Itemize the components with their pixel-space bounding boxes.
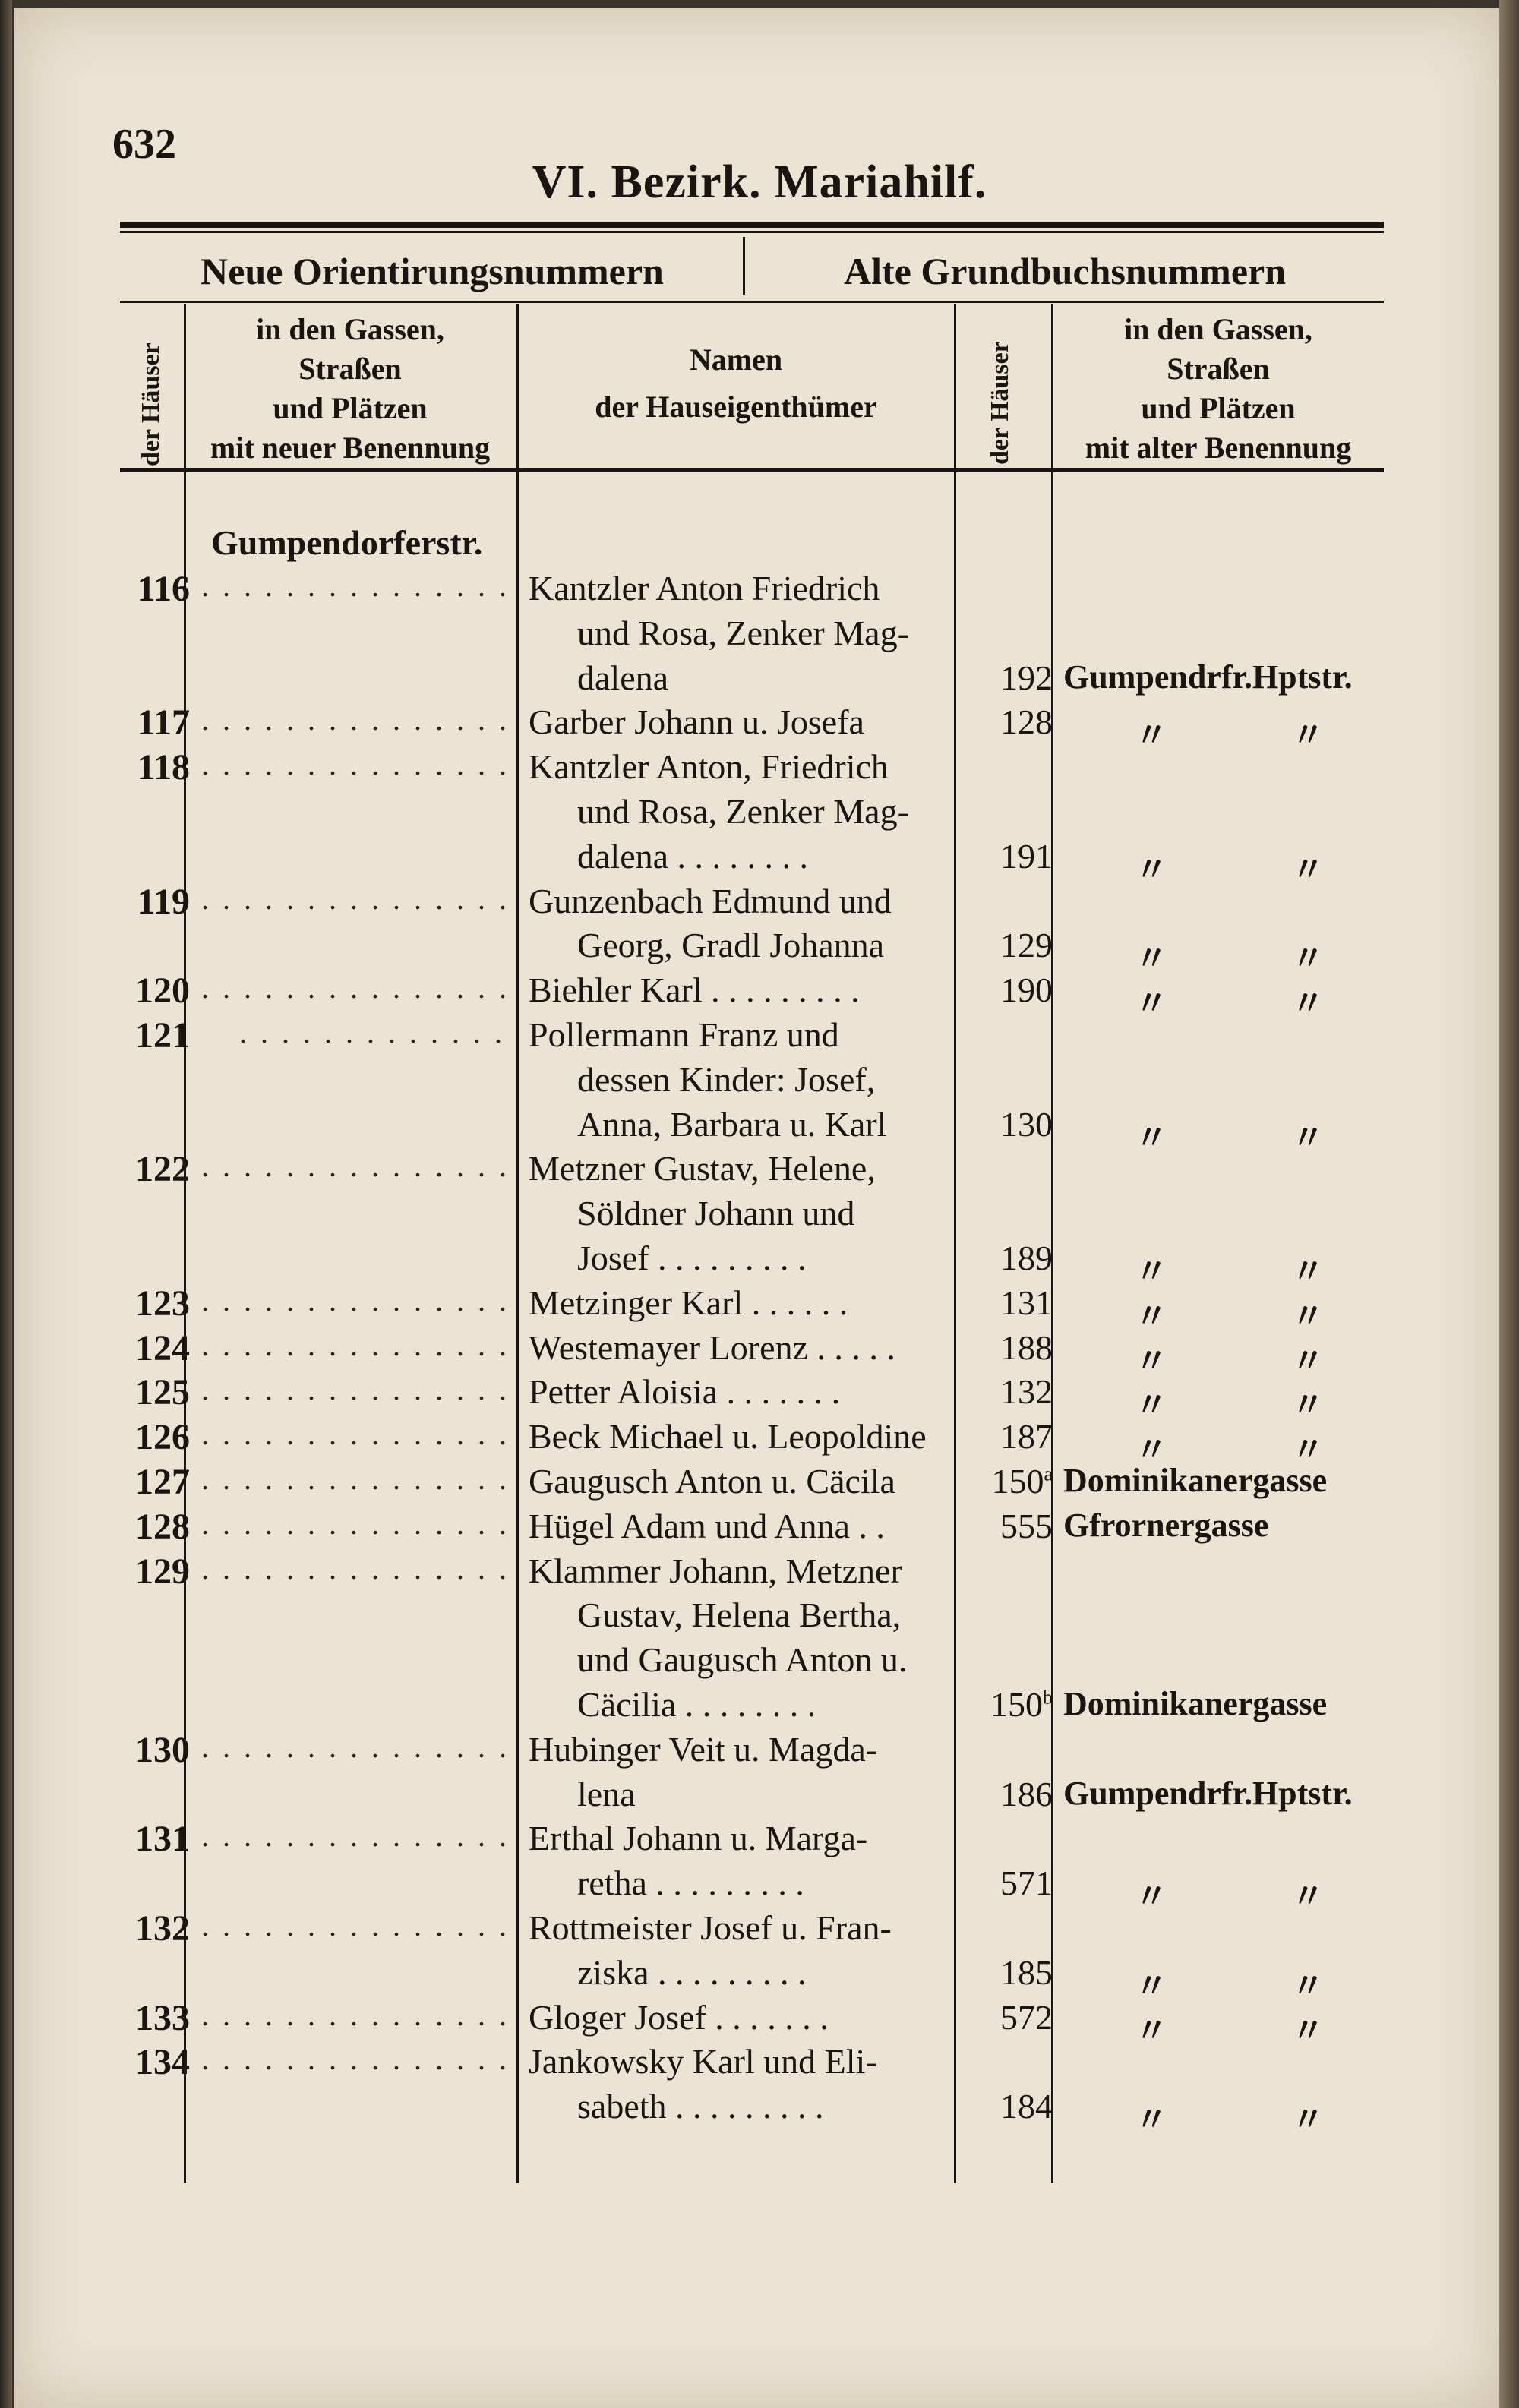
house-number-new: 121 [135,1015,190,1056]
house-number-old: 190 [1000,970,1053,1010]
owner-name-line: dalena [577,658,669,697]
ditto-mark: 〃 [1135,1119,1168,1157]
house-number-new: 131 [135,1819,190,1860]
book-spine-shadow [0,0,12,2408]
table-top-rule-thin [120,231,1384,233]
ditto-mark: 〃 [1291,1253,1325,1290]
owner-name-line: Gustav, Helena Bertha, [577,1595,902,1635]
owner-name-line: retha . . . . . . . . . [577,1864,804,1903]
old-street-name: Gfrornergasse [1063,1506,1269,1544]
owner-name-line: Cäcilia . . . . . . . . [577,1685,816,1724]
ditto-mark: 〃 [1135,1342,1168,1380]
owner-name-line: Beck Michael u. Leopoldine [529,1417,927,1456]
leader-dots: . . . . . . . . . . . . . . . [201,1462,510,1496]
leader-dots: . . . . . . . . . . . . . . . [201,1283,510,1318]
ditto-mark: 〃 [1291,1342,1325,1380]
leader-dots: . . . . . . . . . . . . . . . [201,881,510,916]
owner-name-line: und Gaugusch Anton u. [577,1640,908,1680]
old-street-name: Dominikanergasse [1063,1462,1328,1499]
owner-name-line: Metzinger Karl . . . . . . [529,1283,848,1322]
ditto-mark: 〃 [1135,717,1168,755]
leader-dots: . . . . . . . . . . . . . . . [201,1551,510,1586]
owner-name-line: dessen Kinder: Josef, [577,1059,876,1099]
ditto-mark: 〃 [1291,2012,1325,2050]
owner-name-line: Biehler Karl . . . . . . . . . [529,970,860,1010]
ditto-mark: 〃 [1135,851,1168,888]
col-header-old-house-nr: der Häuser [986,341,1014,465]
owner-name-line: Westemayer Lorenz . . . . . [529,1327,895,1367]
leader-dots: . . . . . . . . . . . . . [239,1015,505,1049]
header-mid-rule [120,301,1384,303]
owner-name-line: Pollermann Franz und [529,1015,839,1054]
house-number-new: 120 [135,970,190,1011]
ditto-mark: 〃 [1291,1387,1325,1425]
page-number: 632 [112,121,176,168]
owner-name-line: Garber Johann u. Josefa [529,702,864,742]
house-number-old: 185 [1000,1952,1053,1992]
owner-name-line: Josef . . . . . . . . . [577,1239,807,1277]
house-number-new: 123 [135,1283,190,1324]
ditto-mark: 〃 [1291,2101,1325,2139]
house-number-old: 555 [1000,1506,1053,1545]
house-number-new: 116 [137,569,190,609]
ditto-mark: 〃 [1135,1878,1168,1916]
divider-2 [516,304,519,2183]
house-number-old: 571 [1000,1864,1053,1903]
house-number-old: 572 [1000,1997,1053,2037]
page-edge-shadow [1499,0,1519,2408]
col-header-owner: Namen der Hauseigenthümer [595,342,877,424]
house-number-old: 128 [1000,702,1053,742]
house-number-new: 133 [135,1997,190,2038]
owner-name-line: Petter Aloisia . . . . . . . [529,1372,841,1412]
owner-name-line: Gloger Josef . . . . . . . [529,1997,829,2037]
old-street-name: Gumpendrfr.Hptstr. [1063,1774,1353,1812]
house-number-new: 122 [135,1149,190,1190]
leader-dots: . . . . . . . . . . . . . . . [201,1327,510,1362]
ditto-mark: 〃 [1291,1431,1325,1469]
leader-dots: . . . . . . . . . . . . . . . [201,970,510,1005]
house-number-new: 126 [135,1417,190,1458]
owner-name-line: Jankowsky Karl und Eli- [529,2042,877,2081]
owner-name-line: Georg, Gradl Johanna [577,926,885,965]
ditto-mark: 〃 [1291,985,1325,1023]
header-new-numbers: Neue Orientirungsnummern [201,250,664,292]
old-street-name: Gumpendrfr.Hptstr. [1063,658,1353,696]
house-number-new: 130 [135,1729,190,1770]
house-number-old: 131 [1000,1283,1053,1322]
house-number-old: 184 [1000,2087,1053,2126]
owner-name-line: sabeth . . . . . . . . . [577,2087,824,2126]
owner-name-line: Metzner Gustav, Helene, [529,1149,876,1188]
house-number-new: 117 [137,702,190,743]
owner-name-line: Klammer Johann, Metzner [529,1551,902,1590]
leader-dots: . . . . . . . . . . . . . . . [201,1908,510,1942]
street-heading: Gumpendorferstr. [211,523,483,562]
owner-name-line: Rottmeister Josef u. Fran- [529,1908,892,1947]
house-number-old: 191 [1000,836,1053,876]
leader-dots: . . . . . . . . . . . . . . . [201,1506,510,1541]
header-old-numbers: Alte Grundbuchsnummern [843,250,1287,292]
house-number-suffix: a [1044,1463,1053,1485]
old-street-name: Dominikanergasse [1063,1685,1328,1722]
leader-dots: . . . . . . . . . . . . . . . [201,2042,510,2077]
house-number-new: 128 [135,1506,190,1547]
ditto-mark: 〃 [1291,1119,1325,1157]
header-bottom-rule [120,468,1384,472]
house-number-old: 192 [1000,658,1053,697]
house-number-old: 189 [1000,1239,1053,1277]
owner-name-line: und Rosa, Zenker Mag- [577,792,909,831]
owner-name-line: Kantzler Anton Friedrich [529,569,880,608]
leader-dots: . . . . . . . . . . . . . . . [201,1997,510,2032]
col-header-new-street: in den Gassen, Straßen und Plätzen mit neuer Benennung [210,312,491,465]
house-number-new: 129 [135,1551,190,1592]
owner-name-line: ziska . . . . . . . . . [577,1952,807,1992]
house-number-new: 127 [135,1462,190,1502]
leader-dots: . . . . . . . . . . . . . . . [201,1149,510,1184]
leader-dots: . . . . . . . . . . . . . . . [201,1729,510,1764]
house-number-old: 186 [1000,1774,1053,1813]
leader-dots: . . . . . . . . . . . . . . . [201,1819,510,1854]
ditto-mark: 〃 [1135,2012,1168,2050]
house-number-old: 150$^b$ [990,1685,1053,1724]
ditto-mark: 〃 [1291,1878,1325,1916]
owner-name-line: und Rosa, Zenker Mag- [577,613,909,652]
leader-dots: . . . . . . . . . . . . . . . [201,569,510,603]
ditto-mark: 〃 [1135,2101,1168,2139]
house-number-new: 125 [135,1372,190,1413]
page-title: VI. Bezirk. Mariahilf. [532,156,987,208]
ditto-mark: 〃 [1135,1253,1168,1290]
leader-dots: . . . . . . . . . . . . . . . [201,1417,510,1452]
col-header-old-street: in den Gassen, Straßen und Plätzen mit alter Benennung [1085,312,1352,465]
house-number-new: 124 [135,1327,190,1368]
owner-name-line: Gaugusch Anton u. Cäcila [529,1462,895,1501]
house-number-new: 118 [137,747,190,788]
owner-name-line: Söldner Johann und [577,1194,855,1233]
house-number-old: 188 [1000,1327,1053,1367]
ditto-mark: 〃 [1135,940,1168,978]
ditto-mark: 〃 [1135,1967,1168,2005]
owner-name-line: Hubinger Veit u. Magda- [529,1729,878,1769]
owner-name-line: Anna, Barbara u. Karl [577,1104,887,1144]
owner-name-line: Gunzenbach Edmund und [529,881,892,920]
leader-dots: . . . . . . . . . . . . . . . [201,702,510,737]
ditto-mark: 〃 [1291,1297,1325,1335]
ditto-mark: 〃 [1135,1387,1168,1425]
house-number-new: 134 [135,2042,190,2083]
ditto-mark: 〃 [1135,985,1168,1023]
owner-name-line: lena [577,1774,636,1813]
ditto-mark: 〃 [1291,940,1325,978]
house-number-old: 150$^a$ [991,1462,1053,1501]
house-number-new: 132 [135,1908,190,1949]
table-top-rule [120,222,1384,228]
ditto-mark: 〃 [1135,1431,1168,1469]
header-group-divider [743,237,745,295]
owner-name-line: dalena . . . . . . . . [577,836,809,876]
leader-dots: . . . . . . . . . . . . . . . [201,1372,510,1407]
house-number-old: 187 [1000,1417,1053,1456]
ditto-mark: 〃 [1291,717,1325,755]
owner-name-line: Kantzler Anton, Friedrich [529,747,889,787]
house-number-old: 130 [1000,1104,1053,1144]
ditto-mark: 〃 [1135,1297,1168,1335]
house-number-new: 119 [137,881,190,922]
ditto-mark: 〃 [1291,851,1325,888]
col-header-new-house-nr: der Häuser [137,342,165,466]
house-number-old: 132 [1000,1372,1053,1412]
house-number-old: 129 [1000,926,1053,965]
owner-name-line: Hügel Adam und Anna . . [529,1506,885,1545]
leader-dots: . . . . . . . . . . . . . . . [201,747,510,782]
owner-name-line: Erthal Johann u. Marga- [529,1819,868,1858]
ditto-mark: 〃 [1291,1967,1325,2005]
house-number-suffix: b [1043,1686,1053,1709]
